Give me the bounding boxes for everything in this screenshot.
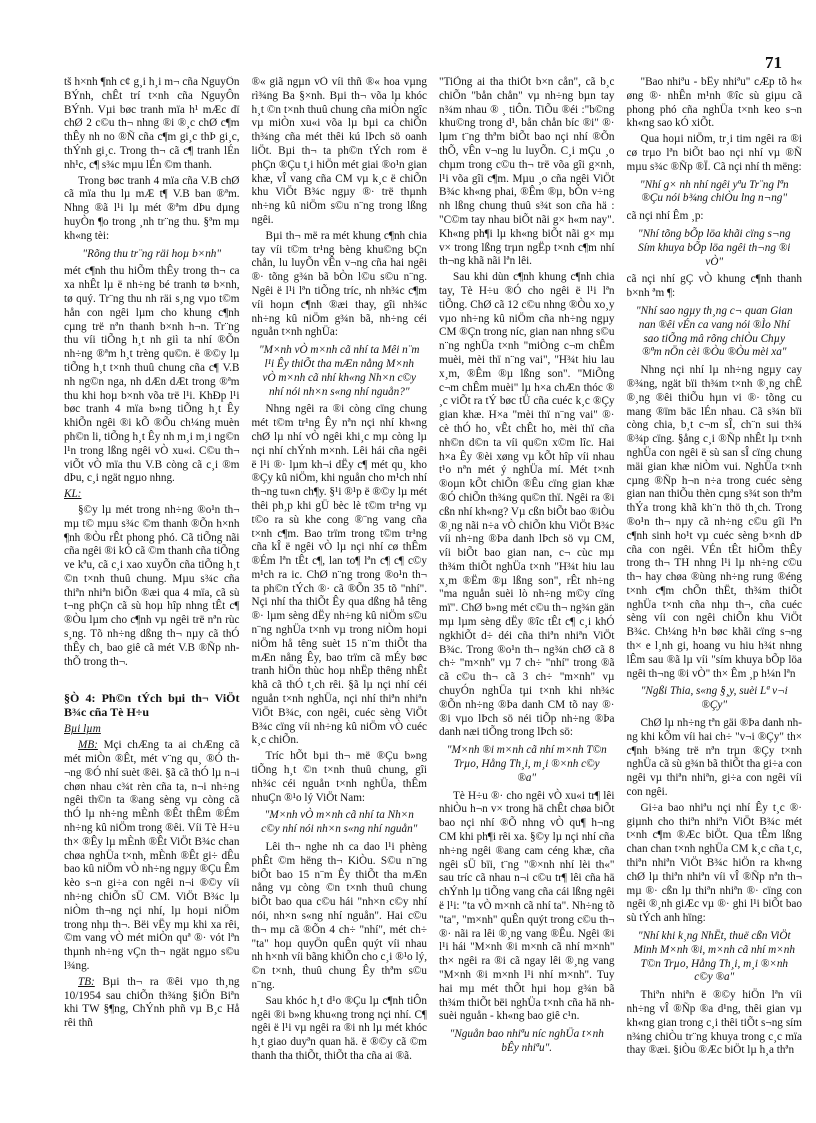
paragraph: Sau khóc h¸t d¹o ®Çu lµ c¶nh tiÔn ngêi ®i b»ng khu«ng trong nçi nhí. C¶ ngêi ë l¹i vµ ngêi ra ®i nh lµ mét khóc h¸t giao duyªn quan hä. ë ®©y cã ©m thanh tha thiÕt, thiÕt tha cña ai ®ã. [251,994,427,1062]
paragraph: cã nçi nhí Êm ¸p: [626,210,704,223]
paragraph: Nhng nçi nhí lµ nh÷ng ngµy cay ®¾ng, ngät bïi th¾m t×nh ®¸ng chÊ ®¸ng ®êi thiÕu hµn vi ®· tõng cu mang ®ïm bäc lÉn nhau. Cã s¾n bïi còng chia, b¸t c¬m sÎ, ch¨n sui th¾ ®¾p cïng. §ång c¸i ®Ñp nhÊt lµ t×nh nghÜa con ngêi ë sù san sÎ cïng chung mäi gian khæ niÒm vui. NghÜa t×nh cµng ®Ñp h¬n n÷a trong cuéc sèng gian nan thiÕu thèn cµng s¾t son thªm thÝa trong khã kh¨n thö th¸ch. Trong ®o¹n th¬ nµy cã nh÷ng c©u gîi lªn c¶nh sinh ho¹t vµ cuéc sèng b×nh dÞ cña con ngêi. VÉn tÊt hiÕm thÊy trong th¬ TH nhng l¹i lµ nh÷ng c©u th¬ hay chøa ®ùng nh÷ng rung ®éng t×nh c¶m chÕn thËt, th¾m thiÕt nghÜa t×nh cña nhµ th¬, cña cuéc sèng víi con ngêi chiÕn khu ViÖt B¾c. Ch¼ng h¹n bøc khãi cïng s¬ng th× e l¸nh gi, hoang vu hiu h¾t nhng lÊm sau ®ã lµ víi "sím khuya bÕp löa ngêi th¬ng ®i vÒ" th× Êm ¸p h¼n lªn [626,364,802,680]
paragraph: tš h×nh ¶nh c¢ g¸i h¸i m¬ cña NguyÔn BÝnh, chÊt trí t×nh cña NguyÔn BÝnh. Vµi bøc tranh mïa h¹ mÆc dï chØ 2 c©u th¬ nhng ®i ®¸c chØ c¶m thÊy nh no ®Ñ cña c¶m gi¸c thÞ gi¸c, thÝnh gi¸c. Trong th¬ cã c¶ tranh lÉn nh¹c, c¶ s¾c mµu lÉn ©m thanh. [64,76,240,171]
paragraph: §©y lµ mét trong nh÷ng ®o¹n th¬ mµ t© mµu s¾c ©m thanh ®Õn h×nh ¶nh ®Òu rÊt phong phó. Cã tiÕng nãi cña ngêi ®i kÓ cã ©m thanh cña tiÕng ve kªu, cã c¸i xao xuyÕn cña tiÕng h¸t ©n t×nh thuû chung. Mµu s¾c cña thiªn nhiªn biÕn ®æi qua 4 mïa, cã sù t¬ng phÇn cã sù hoµ hîp nhng tÊt c¶ ®Òu lµm cho c¶nh vµ ngêi trë nªn rùc s¸ng. Tõ nh÷ng dßng th¬ nµy cã thÓ thÊy ch¸ bao giê cã mét V.B ®Ñp nh thÕ trong th¬. [64,503,240,668]
quote: "Rõng thu tr¨ng räi hoµ b×nh" [82,247,222,260]
intro-label: MB: [78,739,98,752]
quote: "M×nh vÒ m×nh cã nhí ta Nh×n c©y nhí nói nh×n s«ng nhí nguån" [261,809,418,836]
paragraph: Qua hoµi niÖm, tr¸i tim ngêi ra ®i cø trµo lªn biÕt bao nçi nhí vµ ®Ñ mµu s¾c ®Ñp ®Ï. Cã nçi nhí th mëng: [626,133,802,173]
paragraph: cã nçi nhí gÇ vÒ khung c¶nh thanh b×nh ªm ¶: [626,273,802,300]
quote: "Nhí sao ngµy th¸ng c¬ quan Gian nan ®êi vÉn ca vang nói ®Ìo Nhí sao tiÕng mâ rõng chiÒu Chµy ®ªm nÖn cèi ®Òu ®Òu mèi xa" [635,304,793,359]
column-1 [64,76,240,1116]
quote: "Nhí g× nh nhí ngêi yªu Tr¨ng lªn ®Çu nói b¾ng chiÒu lng n¬ng" [639,178,789,205]
paragraph [64,739,240,974]
paragraph: Tè H÷u ®· cho ngêi vÒ xu«i tr¶ lêi nhiÒu h¬n v× trong hä chÊt chøa biÕt bao nçi nhí ®Õ nhng vÒ qu¶ h¬ng CM khi ph¶i rêi xa. §©y lµ nçi nhí cña nh÷ng ngêi ®ang cam céng khæ, cña ngêi sÜ bïi, t¨ng "®×nh nhí lèi th«" sau tríc cã nhau n¬i c©u tr¶ lêi cña hä chÝnh lµ tiÕng vang cña cái lßng ngêi ë l¹i: "ta vÒ m×nh cã nhí ta". Nh÷ng tõ "ta", "m×nh" quÊn quýt trong c©u th¬ ®· nãi ra lêi ®¸ng vang ®Êu. Ngêi ®i l¹i hái "M×nh ®i m×nh cã nhí m×nh" th× ngêi ra ®i cã ngay lêi ®¸ng vang "M×nh ®i m×nh l¹i nhí m×nh". Tuy hai mµ mét thÕt hµi hoµ g¾n bã th¾m thiÕt bëi nghÜa t×nh cña hä nh suèi nguån - kh«ng bao giê c¹n. [439,789,615,1023]
column-4 [627,76,803,1116]
body-label: TB: [78,975,95,988]
paragraph: mét c¶nh thu hiÕm thÊy trong th¬ ca xa nhÊt lµ ë nh÷ng bé tranh tø b×nh, tø quý. Tr¨ng thu nh räi s¸ng vµo t©m hån con ngêi lµm cho khung c¶nh cµng trë nªn thanh b×nh h¬n. Tr¨ng thu víi tiÕng h¸t nh giì ta nhí ®Õn nh÷ng ®ªm h¸t trèng qu©n. ë ®©y lµ tiÕng h¸t t×nh thuû chung cña c¶ V.B nh ng©n nga, nh dÆn dÆt trong ®ªm thu khi hoµ b×nh võa trë l¹i. KhÐp l¹i bøc tranh 4 mïa b»ng tiÕng h¸t Êy khiÕn ngêi ®i kÕ ®Õu ch¼ng muèn ph©n li, tiÕng h¸t Êy nh m¸i m¸i ng©n l¹n trong lßng ngêi vÒ xu«i. C©u th¬ viÕt vÒ mïa thu V.B còng cã c¸i ®m dÞu, c¸i ngät ngµo nhng. [64,265,240,485]
paragraph: ®« giã ngµn vÒ víi thñ ®« hoa vµng rì¾ng Ba §×nh. Bµi th¬ võa lµ khóc h¸t ©n t×nh thuû chung cña miÒn ngîc vµ miÒn xu«i võa lµ bµi ca chiÕn th¾ng cña mét thêi kú lÞch sö oanh liÖt. Bµi th¬ ta ph©n tÝch rom ë phÇn ®Çu t¸i hiÖn mét giai ®o¹n gian khæ, vÎ vang cña CM vµ k¸c ë chiÕn khu ViÖt B¾c ngµy ®· trë thµnh nh÷ng kû niÖm s©u n¨ng trong lßng ngêi. [251,76,427,226]
quote: "Nguån bao nhiªu níc nghÜa t×nh bÊy nhiªu". [449,1028,604,1054]
quote: "Nhí khi k¸ng NhËt, thuë cßn ViÖt Minh M×nh ®i, m×nh cã nhí m×nh T©n Trµo, Hång Th¸i, m¸i ®×nh c©y ®a" [633,930,795,984]
paragraph: ChØ lµ nh÷ng tªn gäi ®Þa danh nhng khi kÕm víi hai ch÷ "v¬i ®Çy" th× c¶nh b¾ng trë nªn trµn ®Çy t×nh nghÜa cã sù g¾n bã thiÕt tha gi÷a con ngêi vµ thiªn nhiªn, gi÷a con ngêi víi con ngêi. [626,717,802,799]
paragraph: Gi÷a bao nhiªu nçi nhí Êy t¸c ®· giµnh cho thiªn nhiªn ViÖt B¾c mét t×nh c¶m ®Æc biÖt. Qua tÊm lßng chan chan t×nh nghÜa CM k¸c cña t¸c, thiªn nhiªn ViÖt B¾c hiÖn ra kh«ng chØ lµ thiªn nhiªn víi vÎ ®Ñp nªn th¬ mµ ®· cßn lµ thiªn nhiªn ®· cïng con ngêi ®¸nh giÆc vµ ®· ghi l¹i biÕt bao sù tÝch anh hïng: [626,801,802,925]
paragraph: Tríc hÕt bµi th¬ më ®Çu b»ng tiÕng h¸t ©n t×nh thuû chung, gîi nh¾c céi nguån t×nh nghÜa, thÊm nhuÇn ®¹o lý ViÖt Nam: [251,750,427,804]
quote: "Ngßi Thia, s«ng §¸y, suèi Lª v¬i ®Çy" [640,685,788,712]
paragraph: Bµi th¬ më ra mét khung c¶nh chia tay víi t©m tr¹ng bèng khu©ng bÇn chån, lu luyÕn vÊn v¬ng cña hai ngêi ®· tõng g¾n bã bÒn l©u s©u n¨ng. Ngêi ë l¹i lªn tiÕng tríc, nh nh¾c c¶m víi hoµn c¶nh ®æi thay, gîi nh¾c nh÷ng kû niÖm g¾n bã, nh÷ng céi nguån t×nh nghÜa: [251,229,427,339]
paragraph-text: Bµi th¬ ra ®êi vµo th¸ng 10/1954 sau chiÕn th¾ng §iÖn Biªn khi TW §¶ng, ChÝnh phñ vµ B¸c Hå rêi thñ [64,975,240,1030]
paragraph: Nhng ngêi ra ®i còng cïng chung mét t©m tr¹ng Êy nªn nçi nhí kh«ng chØ lµ nhí vÒ ngêi khi¸c mµ còng lµ nçi nhí chÝnh m×nh. Lêi hái cña ngêi ë l¹i ®· lµm kh¬i dËy c¶ mét qu¸ kho ®Çy kû niÖm, khi nguån cho m¹ch nhí th¬ng tu«n ch¶y. §¹i ®¹p ë ®©y lµ mét thêi ph¸p khi gÜ bèc lè t©m tr¹ng vµ t©o ra sù khe cong ®¨ng vang cña t×nh c¶m. Bao trïm trong t©m tr¹ng cña kÎ ë ngêi vÒ lµ nçi nhí cø thÊm ®Ém lªn tÊt c¶, lan to¶ lªn c¶ c¶ c©y m¹ch ra ic. ChØ n¨ng trong ®o¹n th¬ ta ph©n tÝch ®· cã ®Õn 35 tõ "nhí". Nçi nhí tha thiÕt Êy qua dßng hå têng ®· lµm sèng dËy nh÷ng kû niÖm s©u n¨ng nghÜa t×nh vµ trong niÒm hoµi niÖm hå têng suèt 15 n¨m thiÕt tha mÆn nång Êy, bao trïm cã mÉy bøc tranh hiÖn thùc hoµ nhËp thêng nhÊt khã cã thÓ t¸ch rêi. §ã lµ nçi nhí céi nguån t×nh nghÜa, nçi nhí thiªn nhiªn ViÖt B¾c, con ngêi, cuéc sèng ViÖt B¾c cïng víi nh÷ng kû niÖm vÒ cuéc k¸c chiÕn. [251,403,427,747]
subheading: Bµi lµm [64,723,101,736]
page-number: 71 [765,53,782,72]
paragraph-text: Mçi chÆng ta ai chÆng cã mét miÒn ®Êt, mét v¨ng qu¸ ®Ó th¬ng ®Ó nhí suèt ®êi. §ã cã thÓ lµ n¬i chøn nhau c¾t rèn cña ta, n¬i nh÷ng ngêi th©n ta ®ang sèng vµ còng cã thÓ lµ nh÷ng mÈnh ®Êt thÊm ®Ém nh÷ng kû niÖm trong ®êi. Víi Tè H÷u th× ®Êy lµ mÈnh ®Êt ViÖt B¾c chan chøa nghÜa t×nh, mÈnh ®Êt gi÷ dÊu bao kû niÖm vÒ nh÷ng ngµy ®Çu Êm kèo s¬n gi÷a con ngêi n¬i ®©y víi nh÷ng chiÕn sÜ CM. ViÖt B¾c lµ niÒm th¬ng nçi nhí, lµ hoµi niÖm trong nhµ th¬. Bëi vËy mµ khi xa rêi, ©m vang vÒ mét miÒn quª ®· vót lªn thµnh nh÷ng vÇn th¬ ngät ngµo s©u l¾ng. [64,739,240,973]
paragraph: "Bao nhiªu - bÊy nhiªu" cÆp tõ h« øng ®· nhÊn m¹nh ®îc sù giµu cã phong phó cña nghÜa t×nh keo s¬n kh«ng sao kÓ xiÕt. [626,76,802,130]
paragraph: Sau khi dùn c¶nh khung c¶nh chia tay, Tè H÷u ®Ó cho ngêi ë l¹i lªn tiÕng. ChØ cã 12 c©u nhng ®Òu xo¸y vµo nh÷ng kû niÖm cña nh÷ng ngµy CM ®Çn trong níc, gian nan nhng s©u n¨ng nghÜa t×nh "miÒng c¬m chÊm muèi, mèi thï n¨ng vai", "H¾t hiu lau x¸m, ®Êm ®µ lßng son". "MiÕng c¬m chÊm muèi" lµ h×a chÆn thóc ® ¸c viÕt ra tÝ bøc tÜ cña cuéc k¸c ®Çy gian khæ. H×a "mèi thï n¨ng vai" ®· cè thÓ ho¸ vÊt chÊt ho, mèi thï cña nh©n d©n ta víi qu©n x©m lîc. Hai h×a Êy ®èi xøng vµ kÕt hîp víi nhau t¹o nªn mét ý nghÜa mí. Mét t×nh ®oµn kÕt chiÕn ®Êu cïng gian khæ ®Ó chiÕn th¾ng qu©n thï. Ngêi ra ®i cßn nhí kh«ng? Vµ cßn biÕt bao ®iÒu ®¸ng nãi n÷a vÒ chiÕn khu ViÖt B¾c víi nh÷ng ®Þa danh lÞch sö vµ CM, víi biÕt bao gian nan, c¬ cùc mµ th¾m thiÕt nghÜa t×nh "H¾t hiu lau x¸m ®Ëm ®µ lßng son", rÊt nh÷ng "ma nguån suèi lò nh÷ng m©y cïng mï". ChØ b»ng mét c©u th¬ ng¾n gän mµ lµm sèng dËy ®îc tÊt c¶ c¸i khÓ ngkhiÕt d÷ déi cña thiªn nhiªn ViÖt B¾c. Trong ®o¹n th¬ ng¾n chØ cã 8 ch÷ "m×nh" vµ 7 ch÷ "nhí" trong ®ã cã c©u th¬ cã 3 ch÷ "m×nh" vµ chuyÓn nghÜa tµi t×nh khi nh¾c ®Õn nh÷ng ®Þa danh CM tõ nay ®· ®i vµo lÞch sö néi tiÕp nh÷ng ®Þa danh næi tiÕng trong lÞch sö: [439,271,615,739]
paragraph: Lêi th¬ nghe nh ca dao l¹i phèng phÊt ©m hëng th¬ KiÒu. S©u n¨ng biÕt bao 15 n¨m Êy thiÕt tha mÆn nång vµ còng ©n t×nh thuû chung biÕt bao qua c©u hái "nh×n c©y nhí nói, nh×n s«ng nhí nguån". Hai c©u th¬ mµ cã ®Õn 4 ch÷ "nhí", mét ch÷ "ta" hoµ quyÖn quÊn quýt víi nhau nh h×nh víi bãng khiÕn cho c¸i ®¹o lý, ©n t×nh, thuû chung Êy thªm s©u n¨ng. [251,841,427,991]
quote: "Nhí tõng bÕp löa khãi cïng s¬ng Sím khuya bÕp löa ngêi th¬ng ®i vÒ" [637,227,791,268]
quote: "M×nh vÒ m×nh cã nhí ta Mêi n¨m l¹i Êy thiÕt tha mÆn nång M×nh vÒ m×nh cã nhí kh«ng Nh×n c©y nhí nói nh×n s«ng nhí nguån?" [258,344,420,398]
section-heading: §Ò 4: Ph©n tÝch bµi th¬ ViÖt B¾c cña Tè H÷u [64,691,240,720]
article-body [64,76,802,1116]
paragraph: "TiÕng ai tha thiÕt b×n cån", cã b¸c chiÕn "bån chån" vµ nh÷ng bµn tay n¾m nhau ® ¸ tiÔn. TiÕu ®éi :"b©ng khu©ng trong d¹, bån chån bíc ®i" ®· lµm t¨ng thªm biÕt bao nçi nhí ®Õn thÕ, vÊn v¬ng lu luyÕn. C¸i mÇu ¸o chµm trong c©u th¬ trë võa gîi g×nh, l¹i võa gîi c¶m. Mµu ¸o cña ngêi ViÖt B¾c kh«ng phai, ®Êm ®µ, bÒn v÷ng nh lßng chung thuû s¾t son cña hä : "C©m tay nhau biÕt nãi g× h«m nay". Kh«ng ph¶i lµ kh«ng biÕt nãi g× mµ v× trong lßng trµn ngËp t×nh c¶m nhí th¬ng khã nãi lªn lêi. [439,76,615,268]
paragraph [64,976,240,1031]
paragraph: Trong bøc tranh 4 mïa cña V.B chØ cã mïa thu lµ mÆ t¶ V.B ban ®ªm. Nhng ®ã l¹i lµ mét ®ªm dÞu dµng huyÒn ¶o trong ¸nh tr¨ng thu. §ªm mµ kh«ng tèi: [64,174,240,242]
conclusion-label: KL: [64,488,82,501]
column-2 [252,76,428,1116]
column-3 [439,76,615,1116]
quote: "M×nh ®i m×nh cã nhí m×nh T©n Trµo, Hång Th¸i, m¸i ®×nh c©y ®a" [446,744,607,784]
paragraph: Thiªn nhiªn ë ®©y hiÖn lªn víi nh÷ng vÎ ®Ñp ®a d¹ng, thêi gian vµ kh«ng gian trong c¸i thêi tiÕt s¬ng sím n¾ng chiÒu tr¨ng khuya trong c¸c mïa thay ®æi. §iÒu ®Æc biÖt lµ h¸a thªn [626,989,802,1057]
